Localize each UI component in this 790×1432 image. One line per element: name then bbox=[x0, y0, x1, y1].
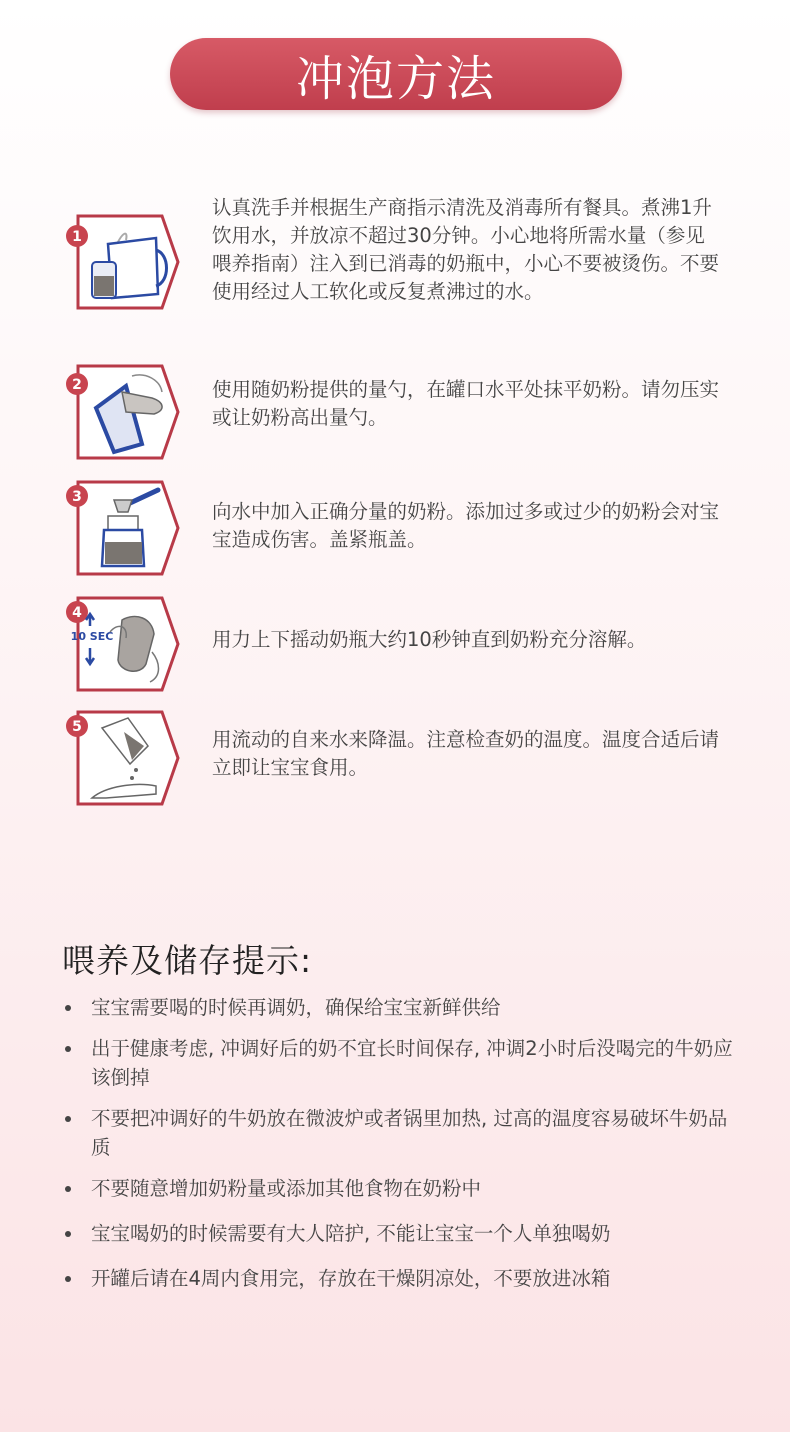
bullet-icon bbox=[65, 1186, 71, 1192]
bullet-icon bbox=[65, 1116, 71, 1122]
page-title-banner bbox=[170, 38, 622, 110]
tips-item: 宝宝喝奶的时候需要有大人陪护, 不能让宝宝一个人单独喝奶 bbox=[62, 1219, 742, 1248]
step-number: 2 bbox=[72, 377, 82, 393]
kettle-icon bbox=[66, 210, 184, 314]
step-2-text: 使用随奶粉提供的量勺，在罐口水平处抹平奶粉。请勿压实或让奶粉高出量勺。 bbox=[212, 378, 720, 429]
step-1-text: 认真洗手并根据生产商指示清洗及消毒所有餐具。煮沸1升饮用水，并放凉不超过30分钟。小心地将所需水量（参见喂养指南）注入到已消毒的奶瓶中，小心不要被烫伤。不要使用经过人工软化或反复煮沸过的水。 bbox=[212, 196, 720, 303]
step-4-text: 用力上下摇动奶瓶大约10秒钟直到奶粉充分溶解。 bbox=[212, 628, 647, 651]
bullet-icon bbox=[65, 1005, 71, 1011]
step-number: 5 bbox=[72, 719, 82, 735]
tips-item: 开罐后请在4周内食用完，存放在干燥阴凉处，不要放进冰箱 bbox=[62, 1264, 742, 1293]
cool-test-icon bbox=[66, 706, 184, 810]
step-5-text: 用流动的自来水来降温。注意检查奶的温度。温度合适后请立即让宝宝食用。 bbox=[212, 728, 720, 779]
shake-icon bbox=[66, 592, 184, 696]
step-number: 4 bbox=[72, 605, 82, 621]
duration-badge: 10 SEC bbox=[70, 630, 114, 643]
step-number: 1 bbox=[72, 229, 82, 245]
tips-item: 宝宝需要喝的时候再调奶，确保给宝宝新鲜供给 bbox=[62, 993, 742, 1022]
tips-item: 出于健康考虑, 冲调好后的奶不宜长时间保存, 冲调2小时后没喝完的牛奶应该倒掉 bbox=[62, 1034, 742, 1092]
step-number: 3 bbox=[72, 489, 82, 505]
bullet-icon bbox=[65, 1046, 71, 1052]
tips-title: 喂养及储存提示: bbox=[62, 941, 313, 980]
bullet-icon bbox=[65, 1276, 71, 1282]
bullet-icon bbox=[65, 1231, 71, 1237]
tips-item: 不要把冲调好的牛奶放在微波炉或者锅里加热, 过高的温度容易破坏牛奶品质 bbox=[62, 1104, 742, 1162]
tips-item: 不要随意增加奶粉量或添加其他食物在奶粉中 bbox=[62, 1174, 742, 1203]
tips-list bbox=[62, 993, 742, 1293]
page-title: 冲泡方法 bbox=[295, 50, 496, 107]
scoop-icon bbox=[66, 362, 184, 466]
step-3-text: 向水中加入正确分量的奶粉。添加过多或过少的奶粉会对宝宝造成伤害。盖紧瓶盖。 bbox=[212, 500, 720, 551]
bottle-icon bbox=[66, 476, 184, 580]
